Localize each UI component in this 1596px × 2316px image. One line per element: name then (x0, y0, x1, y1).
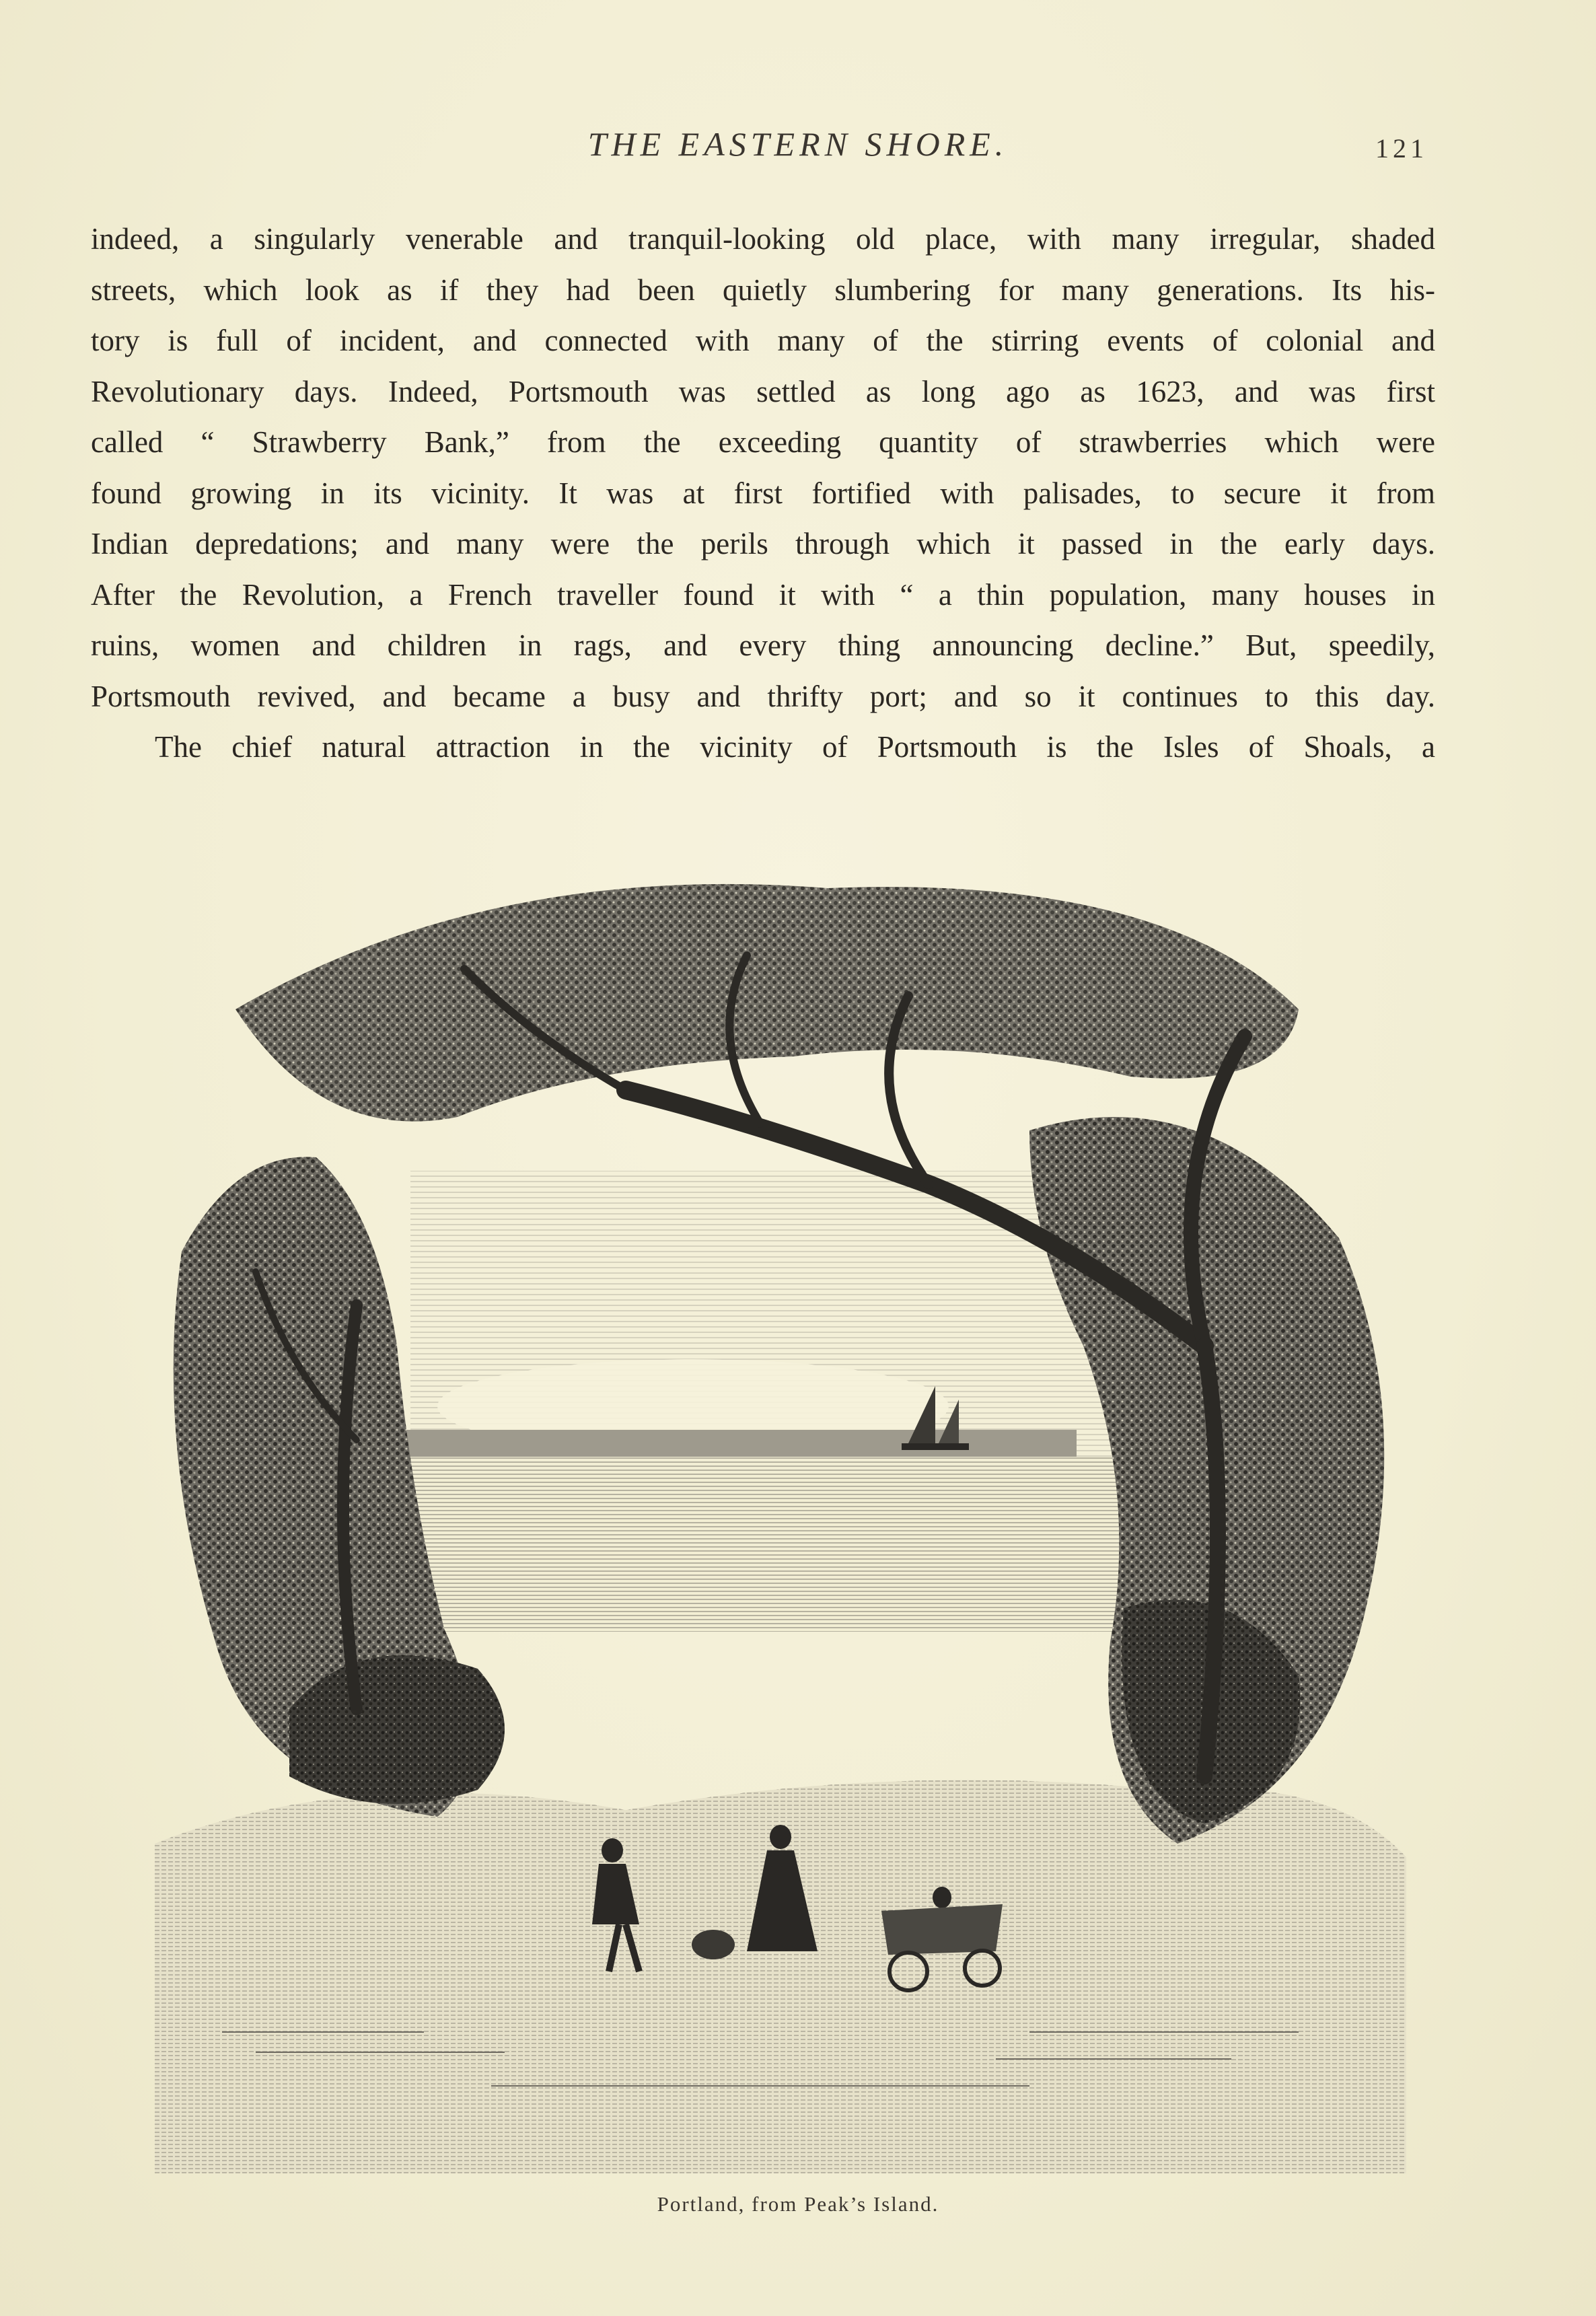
canopy (235, 884, 1299, 1122)
text-line: called “ Strawberry Bank,” from the exceeding quantity of strawberries which were (91, 425, 1435, 459)
text-line-indented: The chief natural attraction in the vicinity of Portsmouth is the Isles of Shoals, a (155, 730, 1435, 764)
text-line: ruins, women and children in rags, and every thing announcing decline.” But, speedily, (91, 628, 1435, 662)
water (357, 1457, 1130, 1632)
page-header (0, 124, 1596, 178)
text-line: Revolutionary days. Indeed, Portsmouth was settled as long ago as 1623, and was first (91, 374, 1435, 408)
text-line: Portsmouth revived, and became a busy and thrifty port; and so it continues to this day. (91, 679, 1435, 713)
text-line: tory is full of incident, and connected with many of the stirring events of colonial and (91, 324, 1435, 357)
text-line: indeed, a singularly venerable and tranquil-looking old place, with many irregular, shaded (91, 222, 1435, 256)
text-line: After the Revolution, a French traveller found it with “ a thin population, many houses in (91, 577, 1435, 612)
text-line: streets, which look as if they had been quietly slumbering for many generations. Its his- (91, 273, 1435, 307)
text-line: found growing in its vicinity. It was at first fortified with palisades, to secure it from (91, 476, 1435, 510)
distant-shore (370, 1430, 1077, 1457)
running-title: THE EASTERN SHORE. (587, 125, 1009, 163)
text-line: Indian depredations; and many were the perils through which it passed in the early days. (91, 527, 1435, 560)
engraving-illustration (155, 834, 1406, 2173)
engraving-svg (155, 834, 1406, 2173)
figure-caption: Portland, from Peak’s Island. (657, 2192, 939, 2216)
body-text (91, 214, 1435, 773)
page-number: 121 (1375, 133, 1428, 164)
